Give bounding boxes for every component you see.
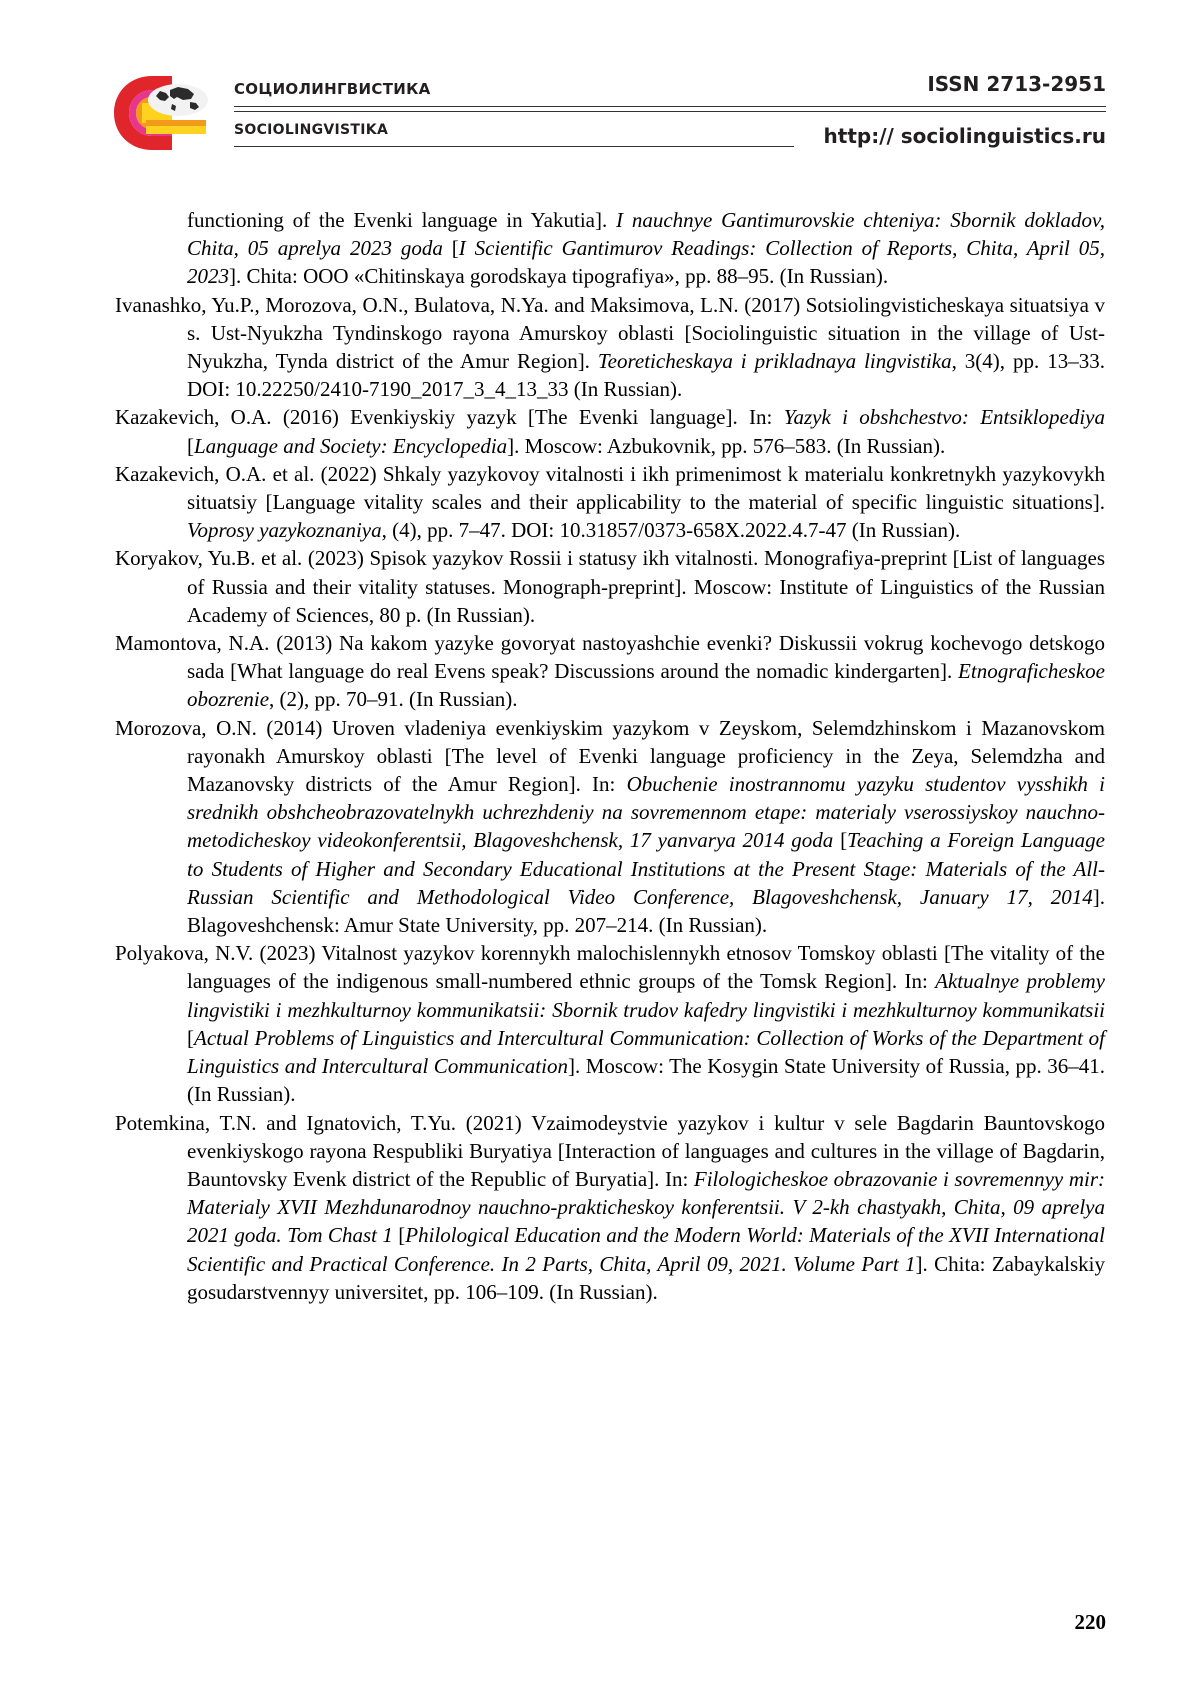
reference-entry: Kazakevich, O.A. (2016) Evenkiyskiy yazyk [The Evenki language]. In: Yazyk i obshchestvo: Entsiklopediya [Language and Society: Encyclopedia]. Moscow: Azbukovnik, pp. 576–583. (In Russian). [115, 405, 1106, 458]
issn-number: ISSN 2713-2951 [927, 72, 1106, 96]
reference-entry: Mamontova, N.A. (2013) Na kakom yazyke govoryat nastoyashchie evenki? Diskussii vokrug kochevogo detskogo sada [What language do real Evens speak? Discussions around the nomadic kindergarten]. Etnograficheskoe obozrenie, (2), pp. 70–91. (In Russian). [115, 631, 1105, 712]
reference-entry: Morozova, O.N. (2014) Uroven vladeniya evenkiyskim yazykom v Zeyskom, Selemdzhinskom i Mazanovskom rayonakh Amurskoy oblasti [The level of Evenki language proficiency in the Zeya, Selemdzha and Mazanovsky districts of the Amur Region]. In: Obuchenie inostrannomu yazyku studentov vysshikh i srednikh obshcheobrazovatelnykh uchrezhdeniy na sovremennom etape: materialy vserossiyskoy nauchno-metodicheskoy videokonferentsii, Blagoveshchensk, 17 yanvarya 2014 goda [Teaching a Foreign Language to Students of Higher and Secondary Educational Institutions at the Present Stage: Materials of the All-Russian Scientific and Methodological Video Conference, Blagoveshchensk, January 17, 2014]. Blagoveshchensk: Amur State University, pp. 207–214. (In Russian). [115, 715, 1105, 938]
reference-entry: Koryakov, Yu.B. et al. (2023) Spisok yazykov Rossii i statusy ikh vitalnosti. Monografiya-preprint [List of languages of Russia and their vitality statuses. Monograph-preprint]. Moscow: Institute of Linguistics of the Russian Academy of Sciences, 80 p. (In Russian). [115, 546, 1105, 627]
reference-entry: Kazakevich, O.A. et al. (2022) Shkaly yazykovoy vitalnosti i ikh primenimost k materialu konkretnykh yazykovykh situatsiy [Language vitality scales and their applicability to the material of specific linguistic situations]. Voprosy yazykoznaniya, (4), pp. 7–47. DOI: 10.31857/0373-658X.2022.4.7-47 (In Russian). [115, 461, 1105, 543]
journal-website-link[interactable]: http:// sociolinguistics.ru [823, 124, 1106, 148]
header-divider [234, 111, 1106, 112]
reference-list [115, 206, 1105, 1306]
page-number: 220 [1074, 1610, 1106, 1634]
reference-entry: Potemkina, T.N. and Ignatovich, T.Yu. (2021) Vzaimodeystvie yazykov i kultur v sele Bagdarin Bauntovskogo evenkiyskogo rayona Respubliki Buryatiya [Interaction of languages and cultures in the village of Bagdarin, Bauntovsky Evenk district of the Republic of Buryatia]. In: Filologicheskoe obrazovanie i sovremennyy mir: Materialy XVII Mezhdunarodnoy nauchno-prakticheskoy konferentsii. V 2-kh chastyakh, Chita, 09 aprelya 2021 goda. Tom Chast 1 [Philological Education and the Modern World: Materials of the XVII International Scientific and Practical Conference. In 2 Parts, Chita, April 09, 2021. Volume Part 1]. Chita: Zabaykalskiy gosudarstvennyy universitet, pp. 106–109. (In Russian). [115, 1110, 1105, 1304]
journal-title-russian: СОЦИОЛИНГВИСТИКА [234, 80, 431, 98]
reference-entry: functioning of the Evenki language in Yakutia]. I nauchnye Gantimurovskie chteniya: Sbornik dokladov, Chita, 05 aprelya 2023 goda [I Scientific Gantimurov Readings: Collection of Reports, Chita, April 05, 2023]. Chita: OOO «Chitinskaya gorodskaya tipografiya», pp. 88–95. (In Russian). [187, 208, 1106, 289]
header-divider [234, 106, 1106, 107]
reference-entry: Polyakova, N.V. (2023) Vitalnost yazykov korennykh malochislennykh etnosov Tomskoy oblasti [The vitality of the languages of the indigenous small-numbered ethnic groups of the Tomsk Region]. In: Aktualnye problemy lingvistiki i mezhkulturnoy kommunikatsii: Sbornik trudov kafedry lingvistiki i mezhkulturnoy kommunikatsii [Actual Problems of Linguistics and Intercultural Communication: Collection of Works of the Department of Linguistics and Intercultural Communication]. Moscow: The Kosygin State University of Russia, pp. 36–41. (In Russian). [115, 941, 1105, 1107]
header-divider-lower [234, 146, 794, 147]
reference-entry: Ivanashko, Yu.P., Morozova, O.N., Bulatova, N.Ya. and Maksimova, L.N. (2017) Sotsiolingvisticheskaya situatsiya v s. Ust-Nyukzha Tyndinskogo rayona Amurskoy oblasti [Sociolinguistic situation in the village of Ust-Nyukzha, Tynda district of the Amur Region]. Teoreticheskaya i prikladnaya lingvistika, 3(4), pp. 13–33. DOI: 10.22250/2410-7190_2017_3_4_13_33 (In Russian). [115, 292, 1105, 402]
journal-logo-globe-icon [112, 74, 210, 152]
journal-title-english: SOCIOLINGVISTIKA [234, 122, 389, 138]
